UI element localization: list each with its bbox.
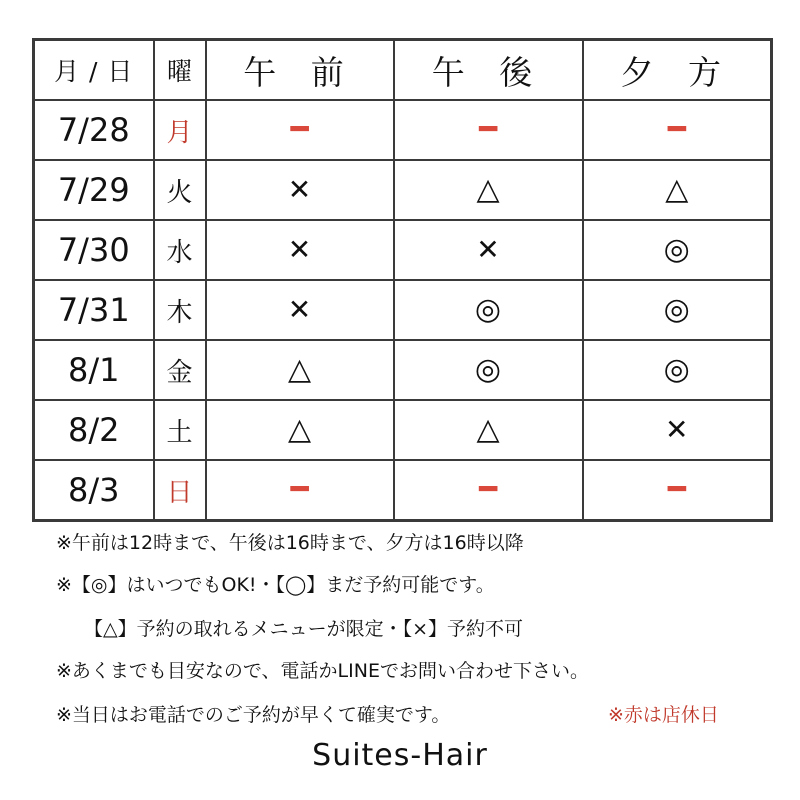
- table-row: [34, 460, 772, 521]
- slot-cell-pm: [394, 220, 583, 280]
- header-day: 曜: [154, 40, 206, 101]
- table-row: [34, 100, 772, 160]
- unavailable-mark: ✕: [287, 173, 312, 206]
- date-cell: 7/31: [34, 280, 154, 340]
- slot-cell-am: [206, 280, 394, 340]
- closed-dash-mark: ━: [478, 472, 498, 507]
- slot-cell-am: [206, 400, 394, 460]
- table-row: [34, 220, 772, 280]
- weekday-cell: 土: [154, 400, 206, 460]
- date-cell: 7/28: [34, 100, 154, 160]
- slot-cell-pm: [394, 160, 583, 220]
- available-double-circle-mark: ◎: [663, 352, 690, 387]
- closed-dash-mark: ━: [478, 112, 498, 147]
- available-double-circle-mark: ◎: [474, 352, 502, 387]
- note-time-slots: ※午前は12時まで、午後は16時まで、夕方は16時以降: [56, 532, 524, 554]
- slot-cell-eve: [583, 280, 772, 340]
- date-cell: 8/3: [34, 460, 154, 521]
- header-row: [34, 40, 772, 101]
- date-cell: 8/2: [34, 400, 154, 460]
- limited-triangle-mark: △: [287, 352, 312, 387]
- note-legend-ok: ※【◎】はいつでもOK!・【◯】まだ予約可能です。: [56, 574, 495, 596]
- slot-cell-pm: [394, 340, 583, 400]
- note-legend-limited: 【△】予約の取れるメニューが限定・【×】予約不可: [84, 618, 524, 640]
- closed-dash-mark: ━: [667, 112, 686, 147]
- unavailable-mark: ✕: [476, 233, 500, 266]
- weekday-cell: 月: [154, 100, 206, 160]
- slot-cell-pm: [394, 400, 583, 460]
- slot-cell-eve: [583, 220, 772, 280]
- header-afternoon: 午 後: [394, 40, 583, 101]
- table-row: [34, 280, 772, 340]
- header-morning: 午 前: [206, 40, 394, 101]
- unavailable-mark: ✕: [287, 293, 312, 326]
- available-double-circle-mark: ◎: [663, 292, 690, 327]
- slot-cell-pm: [394, 280, 583, 340]
- weekday-cell: 火: [154, 160, 206, 220]
- table-row: [34, 400, 772, 460]
- slot-cell-pm: [394, 460, 583, 521]
- slot-cell-eve: [583, 340, 772, 400]
- shop-name: Suites-Hair: [312, 738, 488, 773]
- slot-cell-am: [206, 220, 394, 280]
- slot-cell-eve: [583, 400, 772, 460]
- weekday-cell: 金: [154, 340, 206, 400]
- slot-cell-eve: [583, 100, 772, 160]
- unavailable-mark: ✕: [287, 233, 312, 266]
- slot-cell-eve: [583, 460, 772, 521]
- slot-cell-pm: [394, 100, 583, 160]
- weekday-cell: 水: [154, 220, 206, 280]
- date-cell: 7/30: [34, 220, 154, 280]
- date-cell: 8/1: [34, 340, 154, 400]
- slot-cell-am: [206, 100, 394, 160]
- limited-triangle-mark: △: [665, 172, 689, 207]
- limited-triangle-mark: △: [287, 412, 312, 447]
- closed-dash-mark: ━: [290, 472, 309, 507]
- header-date: 月 / 日: [34, 40, 154, 101]
- unavailable-mark: ✕: [665, 413, 689, 446]
- schedule-table: [32, 38, 773, 522]
- closed-dash-mark: ━: [667, 472, 686, 507]
- note-same-day: ※当日はお電話でのご予約が早くて確実です。: [56, 704, 451, 726]
- table-row: [34, 160, 772, 220]
- slot-cell-am: [206, 340, 394, 400]
- header-evening: 夕 方: [583, 40, 772, 101]
- available-double-circle-mark: ◎: [474, 292, 502, 327]
- weekday-cell: 木: [154, 280, 206, 340]
- available-double-circle-mark: ◎: [663, 232, 690, 267]
- closed-dash-mark: ━: [290, 112, 309, 147]
- note-holiday: ※赤は店休日: [608, 704, 719, 726]
- slot-cell-am: [206, 160, 394, 220]
- slot-cell-am: [206, 460, 394, 521]
- date-cell: 7/29: [34, 160, 154, 220]
- limited-triangle-mark: △: [476, 172, 500, 207]
- table-row: [34, 340, 772, 400]
- weekday-cell: 日: [154, 460, 206, 521]
- slot-cell-eve: [583, 160, 772, 220]
- note-contact: ※あくまでも目安なので、電話かLINEでお問い合わせ下さい。: [56, 660, 589, 682]
- limited-triangle-mark: △: [476, 412, 500, 447]
